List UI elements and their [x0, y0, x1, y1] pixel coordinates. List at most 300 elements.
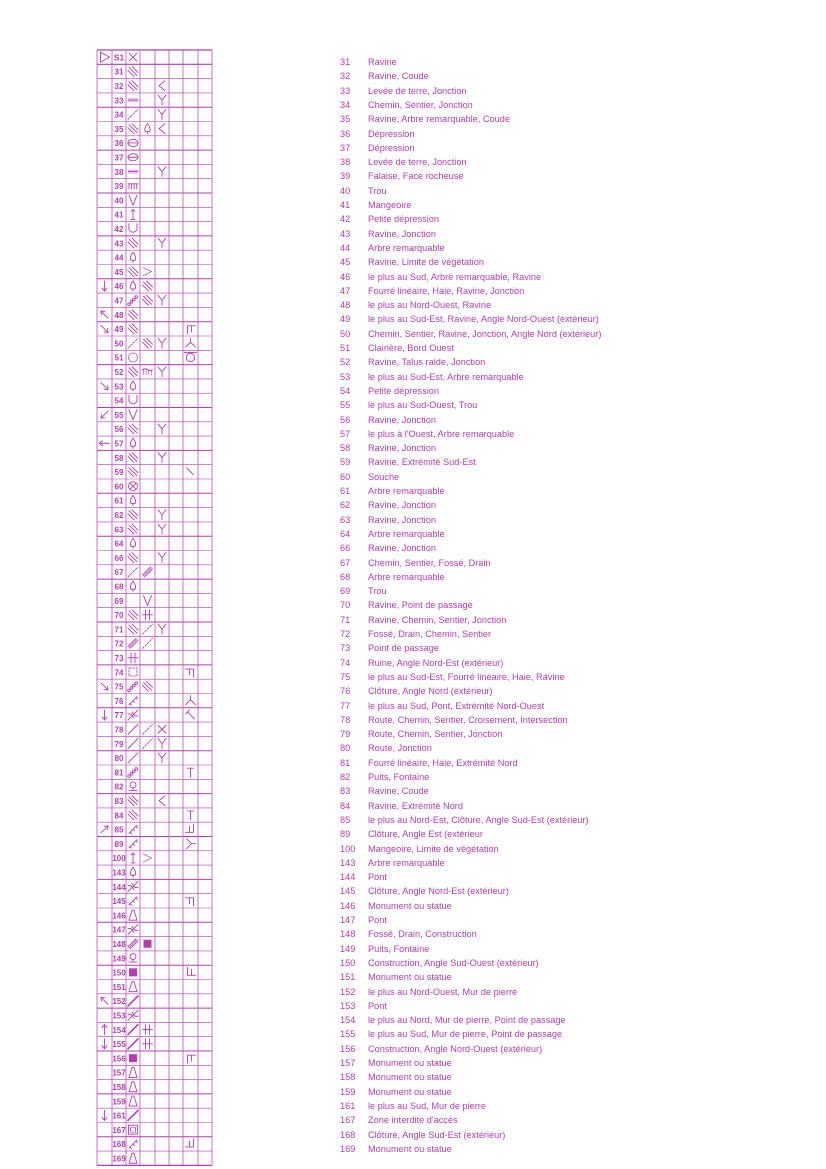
control-code: 159	[112, 1097, 126, 1107]
diag-hatch-icon	[128, 324, 138, 334]
legend-number: 154	[340, 1015, 356, 1026]
dashed-diagonal-icon	[128, 567, 138, 577]
v-shape-icon	[129, 195, 137, 205]
arrow-down-icon	[102, 1110, 107, 1120]
y-junction-icon	[158, 95, 166, 105]
control-row	[115, 352, 197, 362]
legend-description: Fossé, Drain, Chemin, Sentier	[368, 629, 492, 639]
diag-hatch-icon	[143, 295, 153, 305]
hedge-icon	[128, 296, 138, 306]
v-shape-icon	[144, 596, 152, 606]
legend-description: Clôture, Angle Nord (extérieur)	[368, 686, 493, 697]
diag-hatch-icon	[128, 424, 138, 434]
legend-description: Mangeoire, Limite de végétation	[368, 843, 499, 854]
tree-icon	[130, 381, 135, 391]
legend-description: le plus au Sud-Est, Fourré linéaire, Haie, Ravine	[368, 671, 565, 682]
legend-description: Chemin, Sentier, Jonction	[368, 99, 473, 110]
monument-icon	[129, 1082, 137, 1092]
legend-number: 43	[340, 228, 351, 239]
legend-number: 144	[340, 872, 356, 883]
diag-hatch-icon	[143, 338, 153, 348]
corner-tr-icon	[186, 898, 194, 906]
legend-description: Route, Chemin, Sentier, Jonction	[368, 729, 503, 740]
legend-number: 89	[340, 829, 351, 840]
control-code: 154	[112, 1025, 126, 1035]
control-code: 74	[114, 668, 124, 678]
arrow-up-left-icon	[99, 996, 110, 1007]
stone-wall-icon	[128, 996, 138, 1006]
legend-number: 36	[340, 128, 351, 139]
control-code: 168	[112, 1140, 126, 1150]
control-code: 156	[112, 1054, 126, 1064]
ditch-icon	[128, 939, 138, 949]
diag-hatch-icon	[128, 624, 138, 634]
legend-number: 66	[340, 543, 351, 554]
arrow-up-left-icon	[99, 309, 110, 320]
legend-number: 151	[340, 972, 356, 983]
control-row	[99, 309, 138, 320]
control-code: 31	[114, 67, 124, 77]
road-icon	[128, 724, 138, 734]
monument-icon	[129, 1096, 137, 1106]
control-code: 157	[112, 1068, 126, 1078]
passage-icon	[143, 1025, 153, 1035]
less-than-icon	[159, 796, 165, 806]
corner-se-icon	[186, 824, 194, 832]
legend-description: Dépression	[368, 142, 415, 153]
control-row	[115, 267, 152, 277]
road-icon	[128, 753, 138, 763]
control-code: 69	[114, 596, 124, 606]
control-code: 148	[112, 939, 126, 949]
legend-description: Ruine, Angle Nord-Est (extérieur)	[368, 657, 504, 668]
legend-description: Petite dépression	[368, 214, 439, 225]
control-code: 47	[114, 296, 124, 306]
control-row	[115, 610, 153, 620]
y-junction-icon	[158, 167, 166, 177]
control-code: 60	[114, 482, 124, 492]
control-code: 73	[114, 653, 124, 663]
legend-description: Arbre remarquable	[368, 486, 445, 496]
stone-wall-icon	[128, 1039, 138, 1049]
arrow-down-right-icon	[99, 681, 110, 692]
control-code: 89	[114, 839, 124, 849]
control-row	[112, 1067, 137, 1077]
well-icon	[129, 782, 137, 791]
legend-description: Monument ou statue	[368, 1072, 452, 1083]
control-row	[112, 897, 193, 906]
y-junction-icon	[158, 367, 166, 377]
end-se-icon	[187, 468, 194, 475]
legend-number: 157	[340, 1058, 356, 1068]
control-row	[115, 668, 194, 677]
legend-description: Ravine, Point de passage	[368, 600, 473, 611]
legend-description: le plus au Nord, Mur de pierre, Point de passage	[368, 1015, 566, 1026]
ditch-icon	[128, 638, 138, 648]
control-code: 41	[114, 210, 124, 220]
legend-number: 60	[340, 471, 351, 482]
start-cross-icon	[129, 53, 137, 61]
legend-number: 71	[340, 614, 351, 625]
legend-number: 143	[340, 857, 356, 868]
legend-number: 62	[340, 500, 351, 511]
control-row	[115, 581, 136, 591]
legend-description: le plus au Sud, Arbre remarquable, Ravine	[368, 271, 542, 282]
tree-icon	[145, 124, 150, 134]
control-row	[112, 1010, 138, 1020]
diag-hatch-icon	[128, 66, 138, 76]
legend-description: Puits, Fontaine	[368, 772, 430, 782]
legend-description: Puits, Fontaine	[368, 943, 430, 954]
control-code: 147	[112, 925, 126, 935]
legend-number: 158	[340, 1072, 356, 1083]
diag-hatch-icon	[128, 796, 138, 806]
legend-description: Ravine, Jonction	[368, 228, 436, 239]
control-row	[115, 495, 136, 505]
control-code: 85	[114, 825, 124, 835]
control-code: 57	[114, 439, 124, 449]
hedge-icon	[128, 768, 138, 778]
diag-hatch-icon	[128, 810, 138, 820]
passage-icon	[143, 1039, 153, 1049]
control-code: 72	[114, 639, 124, 649]
legend-description: Falaise, Face rocheuse	[368, 171, 464, 182]
dotted-chevron-icon	[144, 268, 152, 276]
control-row	[115, 810, 194, 820]
legend-number: 38	[340, 157, 351, 168]
steep-bank-icon	[143, 369, 153, 375]
legend-number: 32	[340, 71, 351, 82]
diag-hatch-icon	[128, 610, 138, 620]
y-junction-icon	[158, 753, 166, 763]
control-code: 34	[114, 110, 124, 120]
ellipse-line-icon	[128, 154, 138, 161]
legend-number: 46	[340, 271, 351, 282]
legend-number: 78	[340, 714, 351, 725]
u-shape-icon	[129, 224, 137, 233]
legend-number: 100	[340, 843, 356, 854]
arrow-down-right-icon	[99, 381, 110, 392]
diag-hatch-icon	[128, 267, 138, 277]
ellipse-line-icon	[128, 139, 138, 146]
dashed-diagonal-icon	[143, 638, 153, 648]
legend-description: Monument ou statue	[368, 900, 452, 911]
legend-number: 64	[340, 528, 351, 539]
dashed-diagonal-icon	[128, 109, 138, 119]
arrow-down-icon	[102, 281, 107, 291]
control-code: 39	[114, 182, 124, 192]
fence-icon	[129, 825, 138, 834]
monument-icon	[129, 1153, 137, 1163]
legend-description: Ravine, Jonction	[368, 543, 436, 554]
fence-icon	[129, 840, 138, 849]
legend-number: 45	[340, 257, 351, 268]
tree-icon	[130, 538, 135, 548]
control-code: 70	[114, 611, 124, 621]
x-cross-icon	[158, 725, 166, 733]
legend-description: Route, Chemin, Sentier, Croisement, Intersection	[368, 714, 568, 725]
control-code: 48	[114, 310, 124, 320]
legend-description: le plus au Nord-Ouest, Mur de pierre	[368, 986, 518, 997]
dashed-diagonal-icon	[143, 624, 153, 634]
legend-number: 82	[340, 772, 351, 782]
diag-hatch-icon	[143, 681, 153, 691]
control-row	[112, 1125, 137, 1135]
control-code: 62	[114, 510, 124, 520]
control-code: 150	[112, 968, 126, 978]
tree-icon	[130, 438, 135, 448]
legend-description: Ravine, Chemin, Sentier, Jonction	[368, 614, 507, 625]
legend-number: 77	[340, 700, 351, 711]
dashed-diagonal-icon	[143, 739, 153, 749]
y-junction-icon	[158, 238, 166, 248]
control-row	[112, 954, 137, 964]
control-row	[112, 924, 138, 934]
control-code: 66	[114, 553, 124, 563]
circle-bar-icon	[185, 352, 197, 361]
legend-number: 168	[340, 1129, 356, 1140]
control-code: 77	[114, 711, 124, 721]
legend-number: 81	[340, 757, 351, 768]
legend-number: 42	[340, 214, 351, 225]
legend-description: le plus à l'Ouest, Arbre remarquable	[368, 428, 515, 439]
legend-number: 159	[340, 1086, 356, 1097]
control-code: 82	[114, 782, 124, 792]
stump-icon	[129, 482, 138, 491]
corner-e-icon	[187, 839, 196, 849]
control-code: 49	[114, 325, 124, 335]
diag-hatch-icon	[128, 453, 138, 463]
legend-description: Ravine	[368, 57, 397, 67]
legend-number: 75	[340, 671, 351, 682]
tree-icon	[130, 495, 135, 505]
legend-description: Pont	[368, 1000, 387, 1011]
arrow-down-icon	[102, 1039, 107, 1049]
control-code: 64	[114, 539, 124, 549]
control-code: 54	[114, 396, 124, 406]
y-junction-icon	[158, 624, 166, 634]
legend-number: 145	[340, 886, 356, 897]
legend-number: 150	[340, 957, 356, 968]
legend-number: 55	[340, 400, 351, 411]
control-code: 33	[114, 96, 124, 106]
legend-number: 161	[340, 1100, 356, 1111]
legend-description: Monument ou statue	[368, 1143, 452, 1154]
control-row	[102, 1110, 138, 1120]
u-shape-icon	[129, 395, 137, 404]
legend-number: 44	[340, 242, 351, 253]
corner-sw-icon	[188, 967, 196, 975]
dashed-diagonal-icon	[128, 338, 138, 348]
bridge-icon	[128, 1010, 138, 1020]
y-junction-icon	[158, 109, 166, 119]
y-junction-icon	[158, 524, 166, 534]
control-code: 35	[114, 124, 124, 134]
legend-number: 156	[340, 1043, 356, 1054]
legend-description: Clôture, Angle Sud-Est (extérieur)	[368, 1129, 506, 1140]
legend-number: 37	[340, 142, 351, 153]
legend-number: 31	[340, 57, 351, 67]
control-code: 71	[114, 625, 124, 635]
legend-number: 50	[340, 328, 351, 339]
legend-description: le plus au Nord-Est, Clôture, Angle Sud-Est (extérieur)	[368, 814, 589, 825]
end-n-icon	[188, 768, 194, 777]
control-row	[112, 1096, 137, 1106]
control-code: 144	[112, 882, 126, 892]
y-junction-icon	[158, 739, 166, 749]
legend-number: 33	[340, 85, 351, 96]
legend-number: 52	[340, 357, 351, 368]
control-row	[115, 638, 153, 648]
legend-description: Pont	[368, 915, 387, 925]
legend-number: 61	[340, 486, 351, 496]
legend-number: 152	[340, 986, 356, 997]
legend-description: Clôture, Angle Est (extérieur	[368, 829, 483, 840]
control-row	[99, 996, 138, 1007]
control-code: 53	[114, 382, 124, 392]
legend-description: Monument ou statue	[368, 1058, 452, 1068]
control-code: 58	[114, 453, 124, 463]
legend-description: Petite dépression	[368, 385, 439, 396]
cliff-icon	[128, 184, 138, 189]
levee-icon	[128, 98, 138, 102]
control-code: 37	[114, 153, 124, 163]
legend-description: le plus au Sud-Ouest, Trou	[368, 400, 478, 411]
control-code: 169	[112, 1154, 126, 1164]
legend-description: Construction, Angle Sud-Ouest (extérieur)	[368, 957, 539, 968]
control-row	[112, 882, 138, 892]
control-row	[112, 867, 135, 877]
building-icon	[144, 940, 152, 948]
control-code: 40	[114, 196, 124, 206]
legend-description: le plus au Nord-Ouest, Ravine	[368, 300, 492, 311]
control-code: 63	[114, 525, 124, 535]
diag-hatch-icon	[128, 553, 138, 563]
legend-description: Ravine, Talus raide, Jonction	[368, 357, 486, 368]
legend-description: Trou	[368, 586, 387, 597]
monument-icon	[129, 982, 137, 992]
legend-number: 149	[340, 943, 356, 954]
legend-number: 68	[340, 571, 351, 582]
legend-number: 153	[340, 1000, 356, 1011]
legend-description: le plus au Sud, Pont, Extrémité Nord-Ouest	[368, 700, 545, 711]
arrow-left-icon	[100, 441, 110, 446]
feeder-icon	[131, 853, 135, 863]
legend-number: 69	[340, 586, 351, 597]
legend-number: 70	[340, 600, 351, 611]
control-code: 152	[112, 997, 126, 1007]
legend-number: 56	[340, 414, 351, 425]
ditch-icon	[143, 567, 153, 577]
control-row	[115, 209, 135, 219]
arrow-down-right-icon	[99, 324, 110, 335]
corner-tr-icon	[186, 669, 194, 677]
control-row	[112, 910, 137, 920]
control-code: 50	[114, 339, 124, 349]
control-row	[102, 1039, 153, 1049]
dashed-diagonal-icon	[143, 724, 153, 734]
legend-number: 47	[340, 285, 351, 296]
control-row	[112, 853, 151, 863]
less-than-icon	[159, 124, 165, 134]
legend-number: 49	[340, 314, 351, 325]
tree-icon	[130, 581, 135, 591]
legend-number: 57	[340, 428, 351, 439]
dotted-circle-icon	[129, 353, 138, 362]
legend-description: Chemin, Sentier, Fossé, Drain	[368, 557, 491, 568]
building-icon	[129, 1054, 137, 1062]
legend-description: Ravine, Limite de végétation	[368, 257, 484, 268]
legend-description: Monument ou statue	[368, 1086, 452, 1097]
legend-number: 76	[340, 686, 351, 697]
control-code: 158	[112, 1082, 126, 1092]
legend-number: 51	[340, 343, 351, 353]
legend-number: 84	[340, 800, 351, 811]
bridge-icon	[128, 710, 138, 720]
control-code: 42	[114, 224, 124, 234]
control-code: 38	[114, 167, 124, 177]
legend-description: Chemin, Sentier, Ravine, Jonction, Angle Nord (extérieur)	[368, 328, 602, 339]
start-triangle-icon	[101, 52, 110, 62]
end-nw-icon	[186, 710, 195, 719]
control-row	[112, 1153, 137, 1163]
legend-description: Route, Jonction	[368, 743, 432, 754]
v-shape-icon	[129, 410, 137, 420]
diag-hatch-icon	[128, 124, 138, 134]
control-code: 32	[114, 81, 124, 91]
control-code: 75	[114, 682, 124, 692]
feeder-icon	[131, 209, 135, 219]
legend-number: 80	[340, 743, 351, 754]
control-row	[112, 982, 137, 992]
legend-number: 53	[340, 371, 351, 382]
arrow-down-icon	[102, 710, 107, 720]
legend-description: le plus au Sud, Mur de pierre, Point de passage	[368, 1029, 563, 1040]
control-code: 143	[112, 868, 126, 878]
control-row	[115, 467, 194, 477]
control-code: 78	[114, 725, 124, 735]
fence-icon	[129, 1140, 138, 1149]
legend-description: Arbre remarquable	[368, 242, 445, 253]
legend-description: Pont	[368, 872, 387, 883]
legend-description: le plus au Sud, Mur de pierre	[368, 1100, 486, 1111]
legend-description: Ravine, Jonction	[368, 514, 436, 525]
control-code: 79	[114, 739, 124, 749]
legend-number: 54	[340, 385, 351, 396]
legend-number: 167	[340, 1115, 356, 1126]
control-code: 52	[114, 367, 124, 377]
corner-n-icon	[186, 338, 196, 347]
diag-hatch-icon	[128, 367, 138, 377]
legend-number: 41	[340, 200, 351, 210]
control-code: 161	[112, 1111, 126, 1121]
legend-description: Ravine, Jonction	[368, 443, 436, 454]
legend-number: 67	[340, 557, 351, 568]
y-junction-icon	[158, 453, 166, 463]
diag-hatch-icon	[128, 510, 138, 520]
control-code: 55	[114, 410, 124, 420]
legend-description: Levée de terre, Jonction	[368, 157, 467, 168]
corner-se-icon	[186, 1139, 194, 1147]
tree-icon	[130, 252, 135, 262]
forbidden-icon	[129, 1125, 138, 1134]
legend-number: 83	[340, 786, 351, 797]
legend-description: Mangeoire	[368, 200, 412, 210]
control-code: 167	[112, 1125, 126, 1135]
y-junction-icon	[158, 553, 166, 563]
corner-tl-icon	[188, 1055, 196, 1063]
legend-description: Dépression	[368, 128, 415, 139]
